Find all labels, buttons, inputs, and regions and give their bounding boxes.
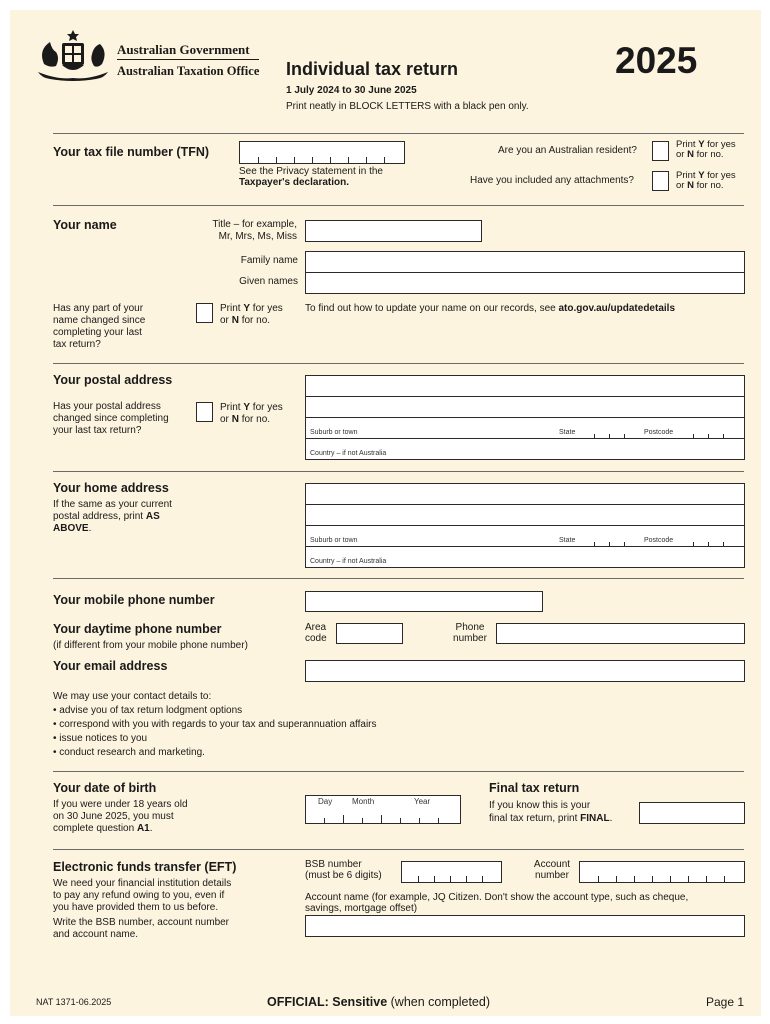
area-code-label: Area code — [305, 622, 327, 644]
area-code-input[interactable] — [336, 623, 403, 644]
home-address-note: If the same as your current postal address, print AS ABOVE. — [53, 499, 172, 534]
home-line2-input[interactable] — [305, 504, 745, 526]
home-suburb-row[interactable] — [305, 525, 745, 547]
postal-suburb-row[interactable] — [305, 417, 745, 439]
tfn-input[interactable] — [239, 141, 405, 164]
contact-use-intro: We may use your contact details to: — [53, 691, 212, 702]
logo-divider — [117, 59, 259, 60]
resident-question: Are you an Australian resident? — [498, 145, 637, 156]
form-year: 2025 — [615, 40, 698, 81]
bsb-input[interactable] — [401, 861, 502, 883]
final-return-label: Final tax return — [489, 781, 580, 795]
attachments-checkbox[interactable] — [652, 171, 669, 191]
country-caption: Country – if not Australia — [310, 450, 387, 457]
attachments-print-hint: Print Y for yes or N for no. — [676, 170, 736, 191]
given-names-label: Given names — [239, 276, 298, 287]
postal-changed-question: Has your postal address changed since completing your last tax return? — [53, 401, 169, 436]
list-item: • conduct research and marketing. — [53, 747, 205, 758]
phone-number-label: Phone number — [453, 622, 487, 644]
attachments-question: Have you included any attachments? — [470, 175, 634, 186]
instruction-text: Print neatly in BLOCK LETTERS with a black pen only. — [286, 101, 529, 112]
section-divider — [53, 771, 744, 772]
list-item: • correspond with you with regards to your tax and superannuation affairs — [53, 719, 377, 730]
form-page — [10, 10, 761, 1016]
postcode-caption: Postcode — [644, 537, 674, 544]
account-number-input[interactable] — [579, 861, 745, 883]
email-label: Your email address — [53, 659, 168, 673]
final-return-note: If you know this is your final tax return, print FINAL. — [489, 800, 613, 824]
postal-changed-print-hint: Print Y for yes or N for no. — [220, 402, 283, 425]
month-caption: Month — [352, 797, 375, 806]
account-name-input[interactable] — [305, 915, 745, 937]
privacy-link: Taxpayer's declaration. — [239, 177, 350, 188]
gov-name: Australian Government — [117, 42, 250, 57]
account-name-label: Account name (for example, JQ Citizen. Don't show the account type, such as cheque, savings, mortgage offset) — [305, 892, 689, 914]
dob-input[interactable] — [305, 795, 461, 824]
given-names-input[interactable] — [305, 272, 745, 294]
day-caption: Day — [318, 797, 333, 806]
eft-note: We need your financial institution details to pay any refund owing to you, even if you have provided them to us before. — [53, 878, 232, 913]
eft-instruction: Write the BSB number, account number and account name. — [53, 917, 230, 940]
home-line1-input[interactable] — [305, 483, 745, 505]
office-name: Australian Taxation Office — [117, 64, 260, 78]
name-changed-print-hint: Print Y for yes or N for no. — [220, 303, 283, 326]
coat-of-arms-logo — [36, 28, 110, 82]
name-label: Your name — [53, 218, 117, 232]
bsb-label: BSB number (must be 6 digits) — [305, 859, 382, 881]
section-divider — [53, 849, 744, 850]
section-divider — [53, 578, 744, 579]
tax-period: 1 July 2024 to 30 June 2025 — [286, 85, 417, 96]
form-code: NAT 1371-06.2025 — [36, 997, 112, 1007]
resident-print-hint: Print Y for yes or N for no. — [676, 139, 736, 160]
title-input[interactable] — [305, 220, 482, 242]
mobile-phone-label: Your mobile phone number — [53, 593, 215, 607]
family-name-label: Family name — [240, 255, 298, 266]
name-changed-question: Has any part of your name changed since completing your last tax return? — [53, 303, 146, 350]
privacy-note: See the Privacy statement in the — [239, 166, 383, 177]
form-title: Individual tax return — [286, 59, 459, 79]
year-caption: Year — [414, 797, 431, 806]
tfn-label: Your tax file number (TFN) — [53, 145, 210, 159]
name-changed-checkbox[interactable] — [196, 303, 213, 323]
list-item: • advise you of tax return lodgment options — [53, 705, 243, 716]
dob-label: Your date of birth — [53, 781, 157, 795]
postal-line2-input[interactable] — [305, 396, 745, 418]
state-caption: State — [559, 429, 576, 436]
suburb-caption: Suburb or town — [310, 429, 358, 436]
section-divider — [53, 363, 744, 364]
postal-country-input[interactable] — [305, 438, 745, 460]
postal-address-label: Your postal address — [53, 373, 173, 387]
list-item: • issue notices to you — [53, 733, 148, 744]
daytime-phone-note: (if different from your mobile phone number) — [53, 640, 248, 651]
family-name-input[interactable] — [305, 251, 745, 273]
resident-checkbox[interactable] — [652, 141, 669, 161]
country-caption: Country – if not Australia — [310, 558, 387, 565]
postal-line1-input[interactable] — [305, 375, 745, 397]
email-input[interactable] — [305, 660, 745, 682]
dob-note: If you were under 18 years old on 30 June 2025, you must complete question A1. — [53, 799, 188, 834]
title-hint: Title – for example, Mr, Mrs, Ms, Miss — [212, 219, 297, 242]
home-address-label: Your home address — [53, 481, 169, 495]
postal-changed-checkbox[interactable] — [196, 402, 213, 422]
classification-label: OFFICIAL: Sensitive (when completed) — [267, 995, 490, 1009]
update-details-text: To find out how to update your name on our records, see ato.gov.au/updatedetails — [305, 303, 675, 314]
eft-label: Electronic funds transfer (EFT) — [53, 860, 237, 874]
page-number: Page 1 — [706, 995, 745, 1009]
daytime-phone-label: Your daytime phone number — [53, 622, 222, 636]
update-details-link[interactable]: ato.gov.au/updatedetails — [558, 303, 675, 314]
home-country-input[interactable] — [305, 546, 745, 568]
final-return-input[interactable] — [639, 802, 745, 824]
section-divider — [53, 133, 744, 134]
section-divider — [53, 205, 744, 206]
section-divider — [53, 471, 744, 472]
state-caption: State — [559, 537, 576, 544]
mobile-phone-input[interactable] — [305, 591, 543, 612]
suburb-caption: Suburb or town — [310, 537, 358, 544]
daytime-phone-input[interactable] — [496, 623, 745, 644]
postcode-caption: Postcode — [644, 429, 674, 436]
account-number-label: Account number — [533, 859, 571, 881]
